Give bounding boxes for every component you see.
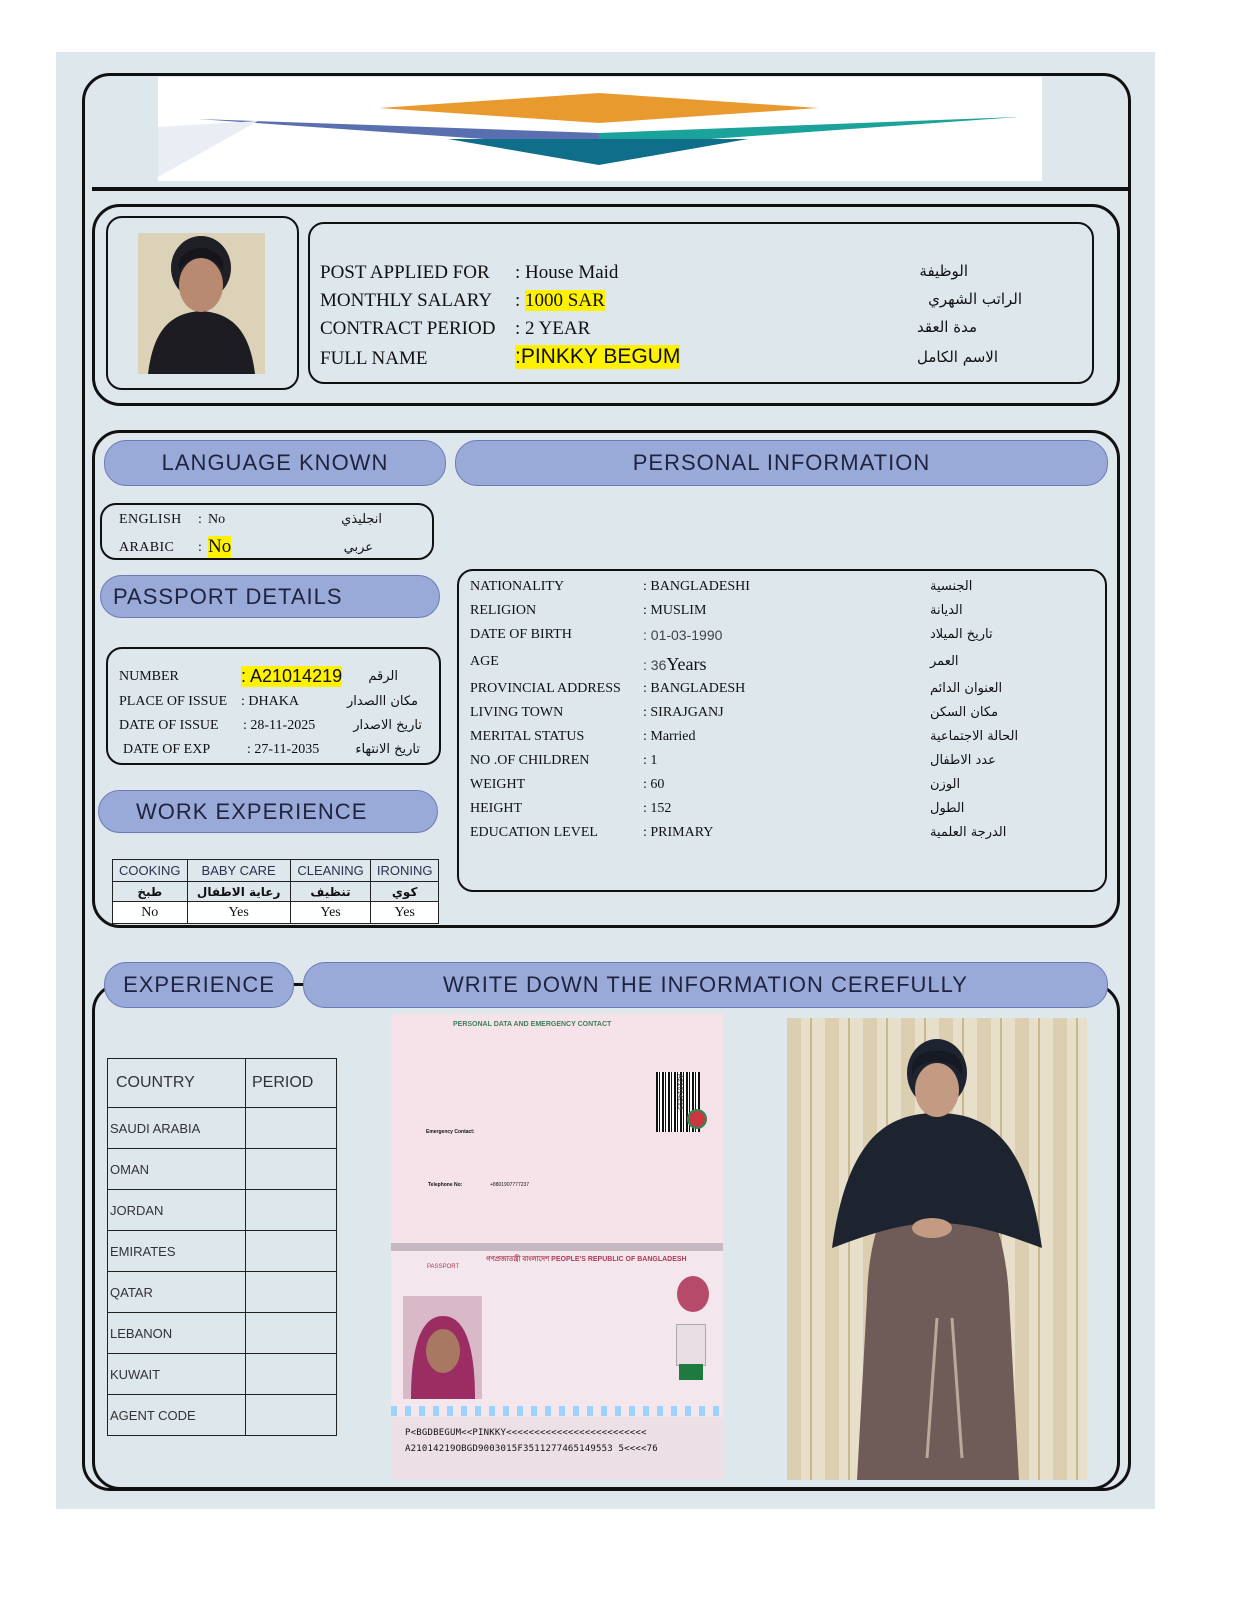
personal-label: EDUCATION LEVEL	[470, 825, 598, 840]
passport-number-value: : A21014219	[241, 666, 343, 686]
date-of-exp-ar: تاريخ الانتهاء	[355, 742, 420, 757]
experience-row	[108, 1313, 337, 1354]
personal-value	[643, 753, 657, 769]
contract-label: CONTRACT PERIOD	[320, 318, 496, 339]
personal-value-text: : Married	[643, 729, 696, 744]
personal-value-text: : MUSLIM	[643, 603, 707, 618]
personal-info-title: PERSONAL INFORMATION	[455, 440, 1108, 486]
age-unit: Years	[666, 654, 707, 674]
personal-label: HEIGHT	[470, 801, 523, 816]
language-title: LANGUAGE KNOWN	[104, 440, 446, 486]
personal-value-text: : 1	[643, 753, 658, 768]
skill-cooking-en: COOKING	[113, 860, 188, 882]
passport-seal	[677, 1276, 709, 1312]
experience-country: SAUDI ARABIA	[108, 1108, 246, 1149]
date-of-issue-ar: تاريخ الاصدار	[353, 718, 422, 733]
personal-value	[643, 579, 750, 595]
personal-value	[643, 627, 722, 645]
experience-period-cell[interactable]	[246, 1190, 337, 1231]
skill-ironing-ar: كوي	[371, 882, 439, 902]
personal-value	[643, 654, 707, 675]
experience-period-cell[interactable]	[246, 1272, 337, 1313]
experience-row	[108, 1395, 337, 1436]
place-of-issue-label: PLACE OF ISSUE	[119, 694, 228, 709]
header-banner	[158, 77, 1042, 181]
personal-ar: الديانة	[930, 603, 963, 618]
mrz-line-2: A21014219OBGD9003015F3511277465149553 5<<<<76	[405, 1444, 658, 1454]
personal-ar: العنوان الدائم	[930, 681, 1003, 696]
skill-ironing-en: IRONING	[371, 860, 439, 882]
passport-title: PASSPORT DETAILS	[100, 575, 440, 618]
place-of-issue-value: : DHAKA	[241, 694, 299, 709]
passport-word: PASSPORT	[427, 1264, 460, 1270]
date-of-exp-label: DATE OF EXP	[123, 742, 211, 757]
experience-period-cell[interactable]	[246, 1313, 337, 1354]
english-sep: :	[198, 512, 202, 527]
personal-value	[643, 705, 724, 721]
experience-period-cell[interactable]	[246, 1231, 337, 1272]
skill-babycare-en: BABY CARE	[187, 860, 290, 882]
personal-label: MERITAL STATUS	[470, 729, 585, 744]
experience-period-cell[interactable]	[246, 1149, 337, 1190]
experience-row	[108, 1108, 337, 1149]
passport-flag-icon	[679, 1364, 703, 1380]
salary-sep: :	[515, 290, 526, 311]
skill-cooking-ar: طبخ	[113, 882, 188, 902]
experience-row	[108, 1190, 337, 1231]
full-body-photo	[787, 1018, 1087, 1480]
arabic-label: ARABIC	[119, 540, 175, 555]
experience-row	[108, 1272, 337, 1313]
passport-fold	[391, 1243, 723, 1251]
english-value: No	[208, 512, 226, 527]
profile-photo	[138, 233, 265, 374]
personal-value-text: : 36	[643, 657, 667, 673]
experience-table	[107, 1058, 337, 1436]
personal-value	[643, 801, 671, 817]
experience-row	[108, 1149, 337, 1190]
skill-cleaning-ar: تنظيف	[290, 882, 371, 902]
skills-table	[112, 859, 439, 924]
salary-value: 1000 SAR	[525, 290, 605, 311]
skill-ironing-value: Yes	[371, 902, 439, 924]
personal-label: LIVING TOWN	[470, 705, 564, 720]
experience-country: LEBANON	[108, 1313, 246, 1354]
skill-cleaning-en: CLEANING	[290, 860, 371, 882]
col-period: PERIOD	[246, 1059, 337, 1108]
personal-ar: الجنسية	[930, 579, 973, 594]
experience-title: EXPERIENCE	[104, 962, 294, 1008]
passport-holder-photo	[403, 1296, 482, 1399]
english-ar: انجليذي	[341, 512, 382, 527]
skill-cooking-value: No	[113, 902, 188, 924]
personal-ar: الطول	[930, 801, 965, 816]
personal-label: NO .OF CHILDREN	[470, 753, 590, 768]
skill-babycare-value: Yes	[187, 902, 290, 924]
mrz-line-1: P<BGDBEGUM<<PINKKY<<<<<<<<<<<<<<<<<<<<<<<<<	[405, 1428, 647, 1438]
personal-label: AGE	[470, 654, 499, 669]
personal-value-text: : 60	[643, 777, 665, 792]
date-of-exp-value: : 27-11-2035	[247, 742, 320, 757]
passport-scan-image	[391, 1014, 723, 1480]
post-ar: الوظيفة	[919, 262, 968, 280]
personal-value-text: : PRIMARY	[643, 825, 714, 840]
emergency-label: Emergency Contact:	[426, 1129, 475, 1135]
personal-ar: عدد الاطفال	[930, 753, 996, 768]
passport-ghost-photo	[676, 1324, 706, 1366]
passport-side-number: A21014219	[676, 1074, 683, 1110]
post-label: POST APPLIED FOR	[320, 262, 490, 283]
write-down-banner: WRITE DOWN THE INFORMATION CEREFULLY	[303, 962, 1108, 1008]
post-value: : House Maid	[515, 262, 619, 283]
personal-value	[643, 825, 713, 841]
experience-period-cell[interactable]	[246, 1108, 337, 1149]
tel-value: +8801907777237	[490, 1182, 530, 1188]
passport-security-strip	[391, 1406, 723, 1416]
place-of-issue-ar: مكان االصدار	[347, 694, 418, 709]
experience-country: OMAN	[108, 1149, 246, 1190]
passport-number-ar: الرقم	[368, 669, 398, 684]
date-of-issue-value: : 28-11-2025	[243, 718, 316, 733]
personal-value	[643, 603, 706, 619]
personal-ar: العمر	[930, 654, 959, 669]
personal-label: RELIGION	[470, 603, 537, 618]
date-of-issue-label: DATE OF ISSUE	[119, 718, 219, 733]
header-divider	[92, 187, 1129, 191]
arabic-sep: :	[198, 540, 202, 555]
arabic-value: No	[208, 536, 232, 557]
personal-value-text: : BANGLADESHI	[643, 579, 750, 594]
personal-value-text: : BANGLADESH	[643, 681, 746, 696]
experience-country: EMIRATES	[108, 1231, 246, 1272]
personal-value	[643, 729, 695, 745]
skill-babycare-ar: رعاية الاطفال	[187, 882, 290, 902]
experience-country: QATAR	[108, 1272, 246, 1313]
english-label: ENGLISH	[119, 512, 182, 527]
passport-country-line: গণপ্রজাতন্ত্রী বাংলাদেশ PEOPLE'S REPUBLIC OF BANGLADESH	[486, 1256, 687, 1263]
contract-value: : 2 YEAR	[515, 318, 591, 339]
experience-country: AGENT CODE	[108, 1395, 246, 1436]
work-experience-title: WORK EXPERIENCE	[98, 790, 438, 833]
salary-label: MONTHLY SALARY	[320, 290, 493, 311]
experience-period-cell[interactable]	[246, 1395, 337, 1436]
passport-number-label: NUMBER	[119, 669, 179, 684]
name-label: FULL NAME	[320, 348, 428, 369]
personal-ar: مكان السكن	[930, 705, 999, 720]
passport-scan-heading: PERSONAL DATA AND EMERGENCY CONTACT	[453, 1021, 612, 1028]
personal-ar: الدرجة العلمية	[930, 825, 1007, 840]
passport-emblem-icon	[687, 1109, 707, 1129]
salary-ar: الراتب الشهري	[928, 290, 1022, 308]
skill-cleaning-value: Yes	[290, 902, 371, 924]
personal-label: NATIONALITY	[470, 579, 565, 594]
experience-country: KUWAIT	[108, 1354, 246, 1395]
personal-ar: الوزن	[930, 777, 961, 792]
contract-ar: مدة العقد	[917, 318, 977, 336]
personal-value-text: : 152	[643, 801, 672, 816]
tel-label: Telephone No:	[428, 1182, 463, 1188]
personal-value	[643, 777, 664, 793]
personal-ar: تاريخ الميلاد	[930, 627, 993, 642]
name-value: :PINKKY BEGUM	[515, 345, 681, 368]
salary-value-wrap	[515, 290, 605, 312]
personal-value-text: : 01-03-1990	[643, 627, 723, 643]
col-country: COUNTRY	[108, 1059, 246, 1108]
personal-value-text: : SIRAJGANJ	[643, 705, 724, 720]
personal-value	[643, 681, 745, 697]
name-ar: الاسم الكامل	[916, 348, 998, 366]
personal-ar: الحالة الاجتماعية	[930, 729, 1019, 744]
experience-period-cell[interactable]	[246, 1354, 337, 1395]
experience-row	[108, 1354, 337, 1395]
personal-label: WEIGHT	[470, 777, 526, 792]
experience-row	[108, 1231, 337, 1272]
personal-label: PROVINCIAL ADDRESS	[470, 681, 621, 696]
banner-logo-graphic	[158, 77, 1042, 181]
personal-label: DATE OF BIRTH	[470, 627, 572, 642]
experience-country: JORDAN	[108, 1190, 246, 1231]
arabic-ar: عربي	[343, 540, 373, 555]
